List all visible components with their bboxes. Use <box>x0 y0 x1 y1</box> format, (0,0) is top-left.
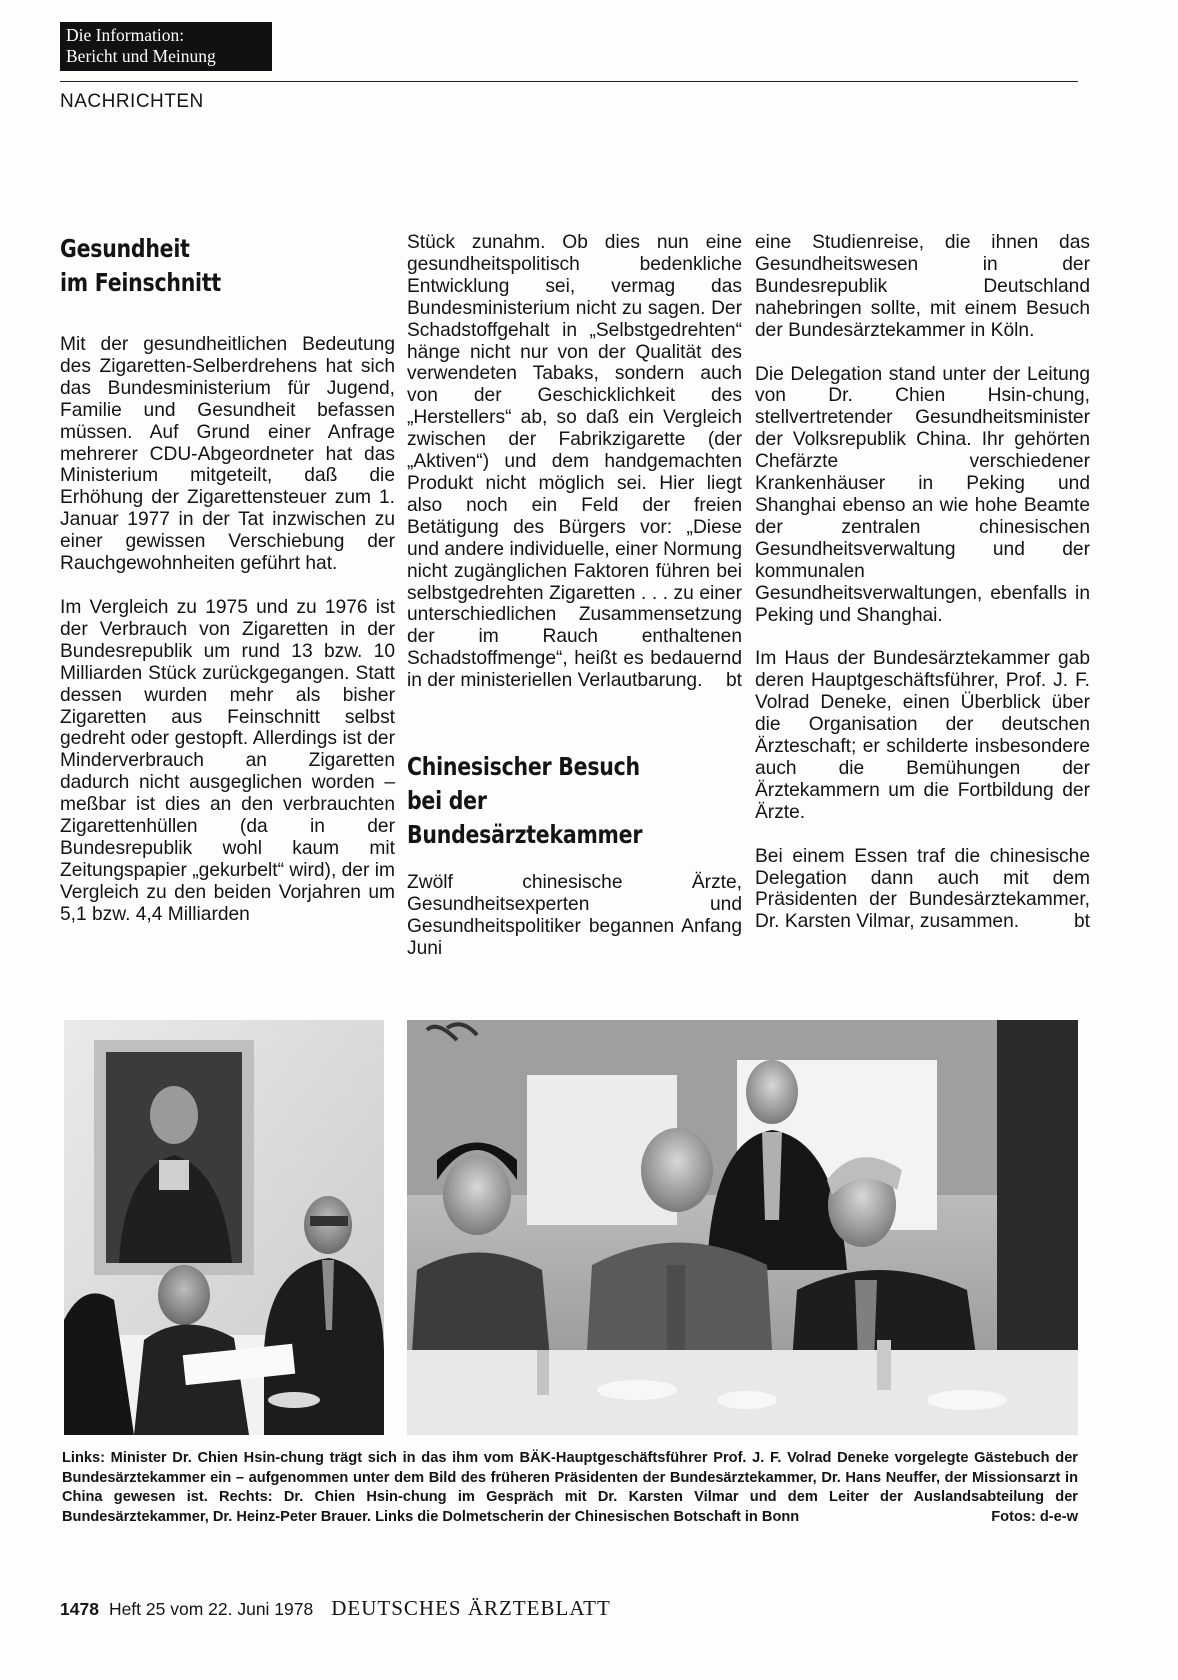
column-3 <box>755 232 1090 933</box>
column-1 <box>60 232 395 926</box>
rubric-line-1: Die Information: <box>66 25 185 45</box>
article2-paragraph: Zwölf chinesische Ärzte, Gesundheitsexperten und Gesundheitspolitiker begannen Anfang Juni <box>407 872 742 959</box>
article1-signature: bt <box>725 670 742 692</box>
photo-caption <box>62 1449 1078 1527</box>
issue-info: Heft 25 vom 22. Juni 1978 <box>108 1599 314 1619</box>
header-rule <box>60 81 1078 82</box>
photo-guestbook-image <box>64 1020 384 1435</box>
column-2 <box>407 232 742 960</box>
article2-paragraph: Bei einem Essen traf die chinesische Delegation dann auch mit dem Präsidenten der Bundesärztekammer, Dr. Karsten Vilmar, zusammen. bt <box>755 845 1090 933</box>
rubric-line-2: Bericht und Meinung <box>66 46 216 66</box>
section-title: NACHRICHTEN <box>60 91 204 112</box>
photo-guestbook-signing <box>64 1020 384 1435</box>
rubric-label <box>60 22 272 71</box>
photo-dinner-conversation <box>407 1020 1078 1435</box>
page-footer <box>60 1596 611 1621</box>
article2-paragraph: Die Delegation stand unter der Leitung von Dr. Chien Hsin-chung, stellvertretender Gesundheitsminister der Volksrepublik China. Ihr gehörten Chefärzte verschiedener Krankenhäuser in Peking und Shanghai ebenso an wie hohe Beamte der zentralen chinesischen Gesundheitsverwaltung und der kommunalen Gesundheitsverwaltungen, ebenfalls in Peking und Shanghai. <box>755 363 1090 626</box>
caption-text: Links: Minister Dr. Chien Hsin-chung trägt sich in das ihm vom BÄK-Hauptgeschäftsführer Prof. J. F. Volrad Deneke vorgelegte Gästebuch der Bundesärztekammer ein – aufgenommen unter dem Bild des früheren Präsidenten der Bundesärztekammer, Dr. Hans Neuffer, der Missionsarzt in China gewesen ist. Rechts: Dr. Chien Hsin-chung im Gespräch mit Dr. Karsten Vilmar und dem Leiter der Auslandsabteilung der Bundesärztekammer, Dr. Heinz-Peter Brauer. Links die Dolmetscherin der Chinesischen Botschaft in Bonn <box>62 1450 1078 1525</box>
photo-credit: Fotos: d-e-w <box>991 1508 1078 1525</box>
article1-paragraph: Mit der gesundheitlichen Bedeutung des Zigaretten-Selberdrehens hat sich das Bundesministerium für Jugend, Familie und Gesundheit befassen müssen. Auf Grund einer Anfrage mehrerer CDU-Abgeordneter hat das Ministerium mitgeteilt, daß die Erhöhung der Zigarettensteuer zum 1. Januar 1977 in der Tat inzwischen zu einer gewissen Verschiebung der Rauchgewohnheiten geführt hat. <box>60 334 395 575</box>
magazine-title: DEUTSCHES ÄRZTEBLATT <box>331 1596 611 1620</box>
article2-paragraph: eine Studienreise, die ihnen das Gesundheitswesen in der Bundesrepublik Deutschland nahebringen sollte, mit einem Besuch der Bundesärztekammer in Köln. <box>755 232 1090 341</box>
headline-chinesischer-besuch: Chinesischer Besuch bei der Bundesärztekammer <box>407 752 643 850</box>
photo-dinner-image <box>407 1020 1078 1435</box>
article2-paragraph: Im Haus der Bundesärztekammer gab deren Hauptgeschäftsführer, Prof. J. F. Volrad Deneke, einen Überblick über die Organisation der deutschen Ärzteschaft; er schilderte insbesondere auch die Bemühungen der Ärztekammern um die Fortbildung der Ärzte. <box>755 648 1090 823</box>
article1-paragraph: Im Vergleich zu 1975 und zu 1976 ist der Verbrauch von Zigaretten in der Bundesrepublik um rund 13 bzw. 10 Milliarden Stück zurückgegangen. Statt dessen wurden mehr als bisher Zigaretten aus Feinschnitt selbst gedreht oder gestopft. Allerdings ist der Minderverbrauch an Zigaretten dadurch nicht ausgeglichen worden – meßbar ist dies an den verbrauchten Zigarettenhüllen (da in der Bundesrepublik wohl kaum mit Zeitungspapier „gekurbelt“ wird), der im Vergleich zu den beiden Vorjahren um 5,1 bzw. 4,4 Milliarden <box>60 596 395 925</box>
headline-gesundheit: Gesundheit im Feinschnitt <box>60 234 221 297</box>
article2-signature: bt <box>1073 911 1090 933</box>
page-number: 1478 <box>60 1599 99 1619</box>
article1-paragraph: Stück zunahm. Ob dies nun eine gesundheitspolitisch bedenkliche Entwicklung sei, vermag das Bundesministerium nicht zu sagen. Der Schadstoffgehalt in „Selbstgedrehten“ hänge nicht nur von der Qualität des verwendeten Tabaks, sondern auch von der Geschicklichkeit des „Herstellers“ ab, so daß ein Vergleich zwischen der Fabrikzigarette (der „Aktiven“) und dem handgemachten Produkt nicht möglich sei. Hier liegt also noch ein Feld der freien Betätigung des Bürgers vor: „Diese und andere individuelle, einer Normung nicht zugänglichen Faktoren führen bei selbstgedrehten Zigaretten . . . zu einer unterschiedlichen Zusammensetzung der im Rauch enthaltenen Schadstoffmenge“, heißt es bedauernd in der ministeriellen Verlautbarung. bt <box>407 232 742 692</box>
